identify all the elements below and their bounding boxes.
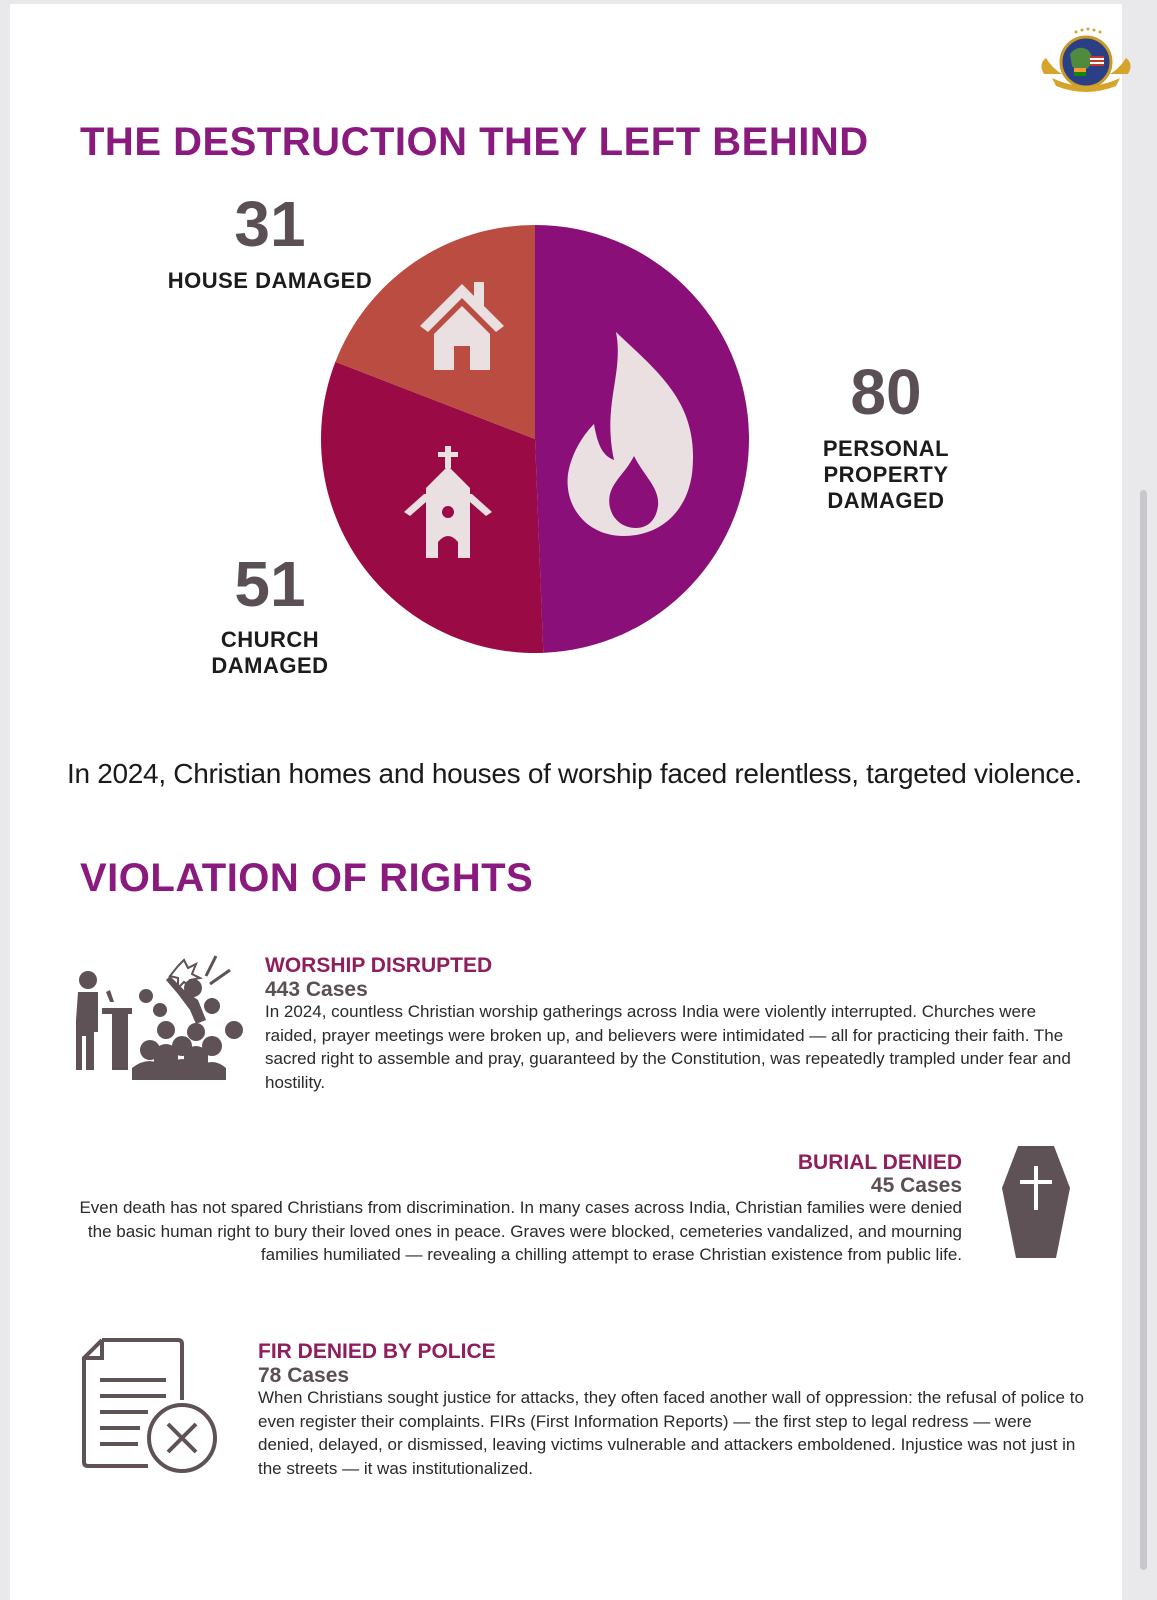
violation-title: WORSHIP DISRUPTED: [265, 954, 493, 977]
violation-description: When Christians sought justice for attacks, they often faced another wall of oppression: the refusal of police to even register their complaints. FIRs (First Information Reports) — the first step to legal redress — were denied, delayed, or dismissed, leaving victims vulnerable and attackers emboldened. Injustice was not just in the streets — it was institutionalized.: [258, 1388, 1084, 1478]
worship-disruption-icon: [66, 950, 246, 1090]
coffin-icon: [1000, 1142, 1072, 1262]
violation-title: FIR DENIED BY POLICE: [258, 1340, 496, 1363]
violation-cases: 78 Cases: [258, 1364, 350, 1387]
violation-cases: 45 Cases: [870, 1174, 962, 1197]
property-label-line: DAMAGED: [827, 488, 945, 513]
church-damaged-count: 51: [234, 548, 306, 620]
violation-description: Even death has not spared Christians from discrimination. In many cases across India, Christian families were denied the basic human right to bury their loved ones in peace. Graves were blocked, cemeteries vandalized, and mourning families humiliated — revealing a chilling attempt to erase Christian existence from public life.: [79, 1198, 962, 1264]
property-damaged-label: [776, 436, 996, 514]
church-label-line: CHURCH: [220, 627, 320, 652]
violation-cases: 443 Cases: [265, 978, 368, 1001]
section-title-violations: VIOLATION OF RIGHTS: [80, 856, 534, 900]
church-label-line: DAMAGED: [211, 653, 329, 678]
house-damaged-count: 31: [234, 188, 306, 260]
violation-description: In 2024, countless Christian worship gatherings across India were violently interrupted. Churches were raided, prayer meetings were broken up, and believers were intimidated — all for practicing their faith. The sacred right to assemble and pray, guaranteed by the Constitution, was repeatedly trampled under fear and hostility.: [265, 1002, 1071, 1092]
property-label-line: PROPERTY: [823, 462, 949, 487]
logo-emblem: [1036, 24, 1136, 96]
property-damaged-count: 80: [850, 356, 922, 428]
rejected-document-icon: [78, 1336, 220, 1478]
scrollbar[interactable]: [1140, 490, 1147, 1570]
section-title-destruction: THE DESTRUCTION THEY LEFT BEHIND: [80, 120, 869, 164]
destruction-summary: In 2024, Christian homes and houses of worship faced relentless, targeted violence.: [67, 758, 1082, 789]
property-label-line: PERSONAL: [822, 436, 950, 461]
house-damaged-label: HOUSE DAMAGED: [167, 268, 373, 293]
church-damaged-label: [160, 627, 380, 679]
violation-title: BURIAL DENIED: [797, 1151, 962, 1174]
